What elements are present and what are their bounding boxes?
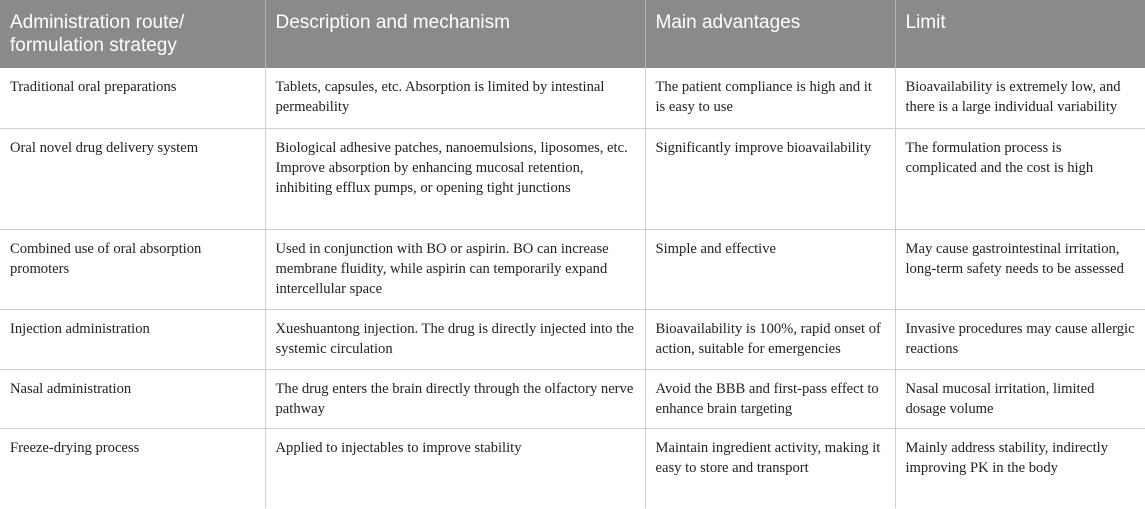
cell-limit: Invasive procedures may cause allergic reactions xyxy=(895,309,1145,369)
cell-description: Tablets, capsules, etc. Absorption is limited by intestinal permeability xyxy=(265,68,645,128)
cell-limit: Nasal mucosal irritation, limited dosage volume xyxy=(895,369,1145,428)
cell-advantages: Avoid the BBB and first-pass effect to enhance brain targeting xyxy=(645,369,895,428)
cell-description: Xueshuantong injection. The drug is directly injected into the systemic circulation xyxy=(265,309,645,369)
cell-route: Combined use of oral absorption promoters xyxy=(0,229,265,309)
cell-description: The drug enters the brain directly through the olfactory nerve pathway xyxy=(265,369,645,428)
table-header xyxy=(0,0,1145,68)
cell-route: Injection administration xyxy=(0,309,265,369)
table-body xyxy=(0,68,1145,508)
cell-route: Oral novel drug delivery system xyxy=(0,128,265,229)
cell-advantages: Significantly improve bioavailability xyxy=(645,128,895,229)
header-row xyxy=(0,0,1145,68)
header-advantages: Main advantages xyxy=(645,0,895,68)
cell-advantages: The patient compliance is high and it is easy to use xyxy=(645,68,895,128)
cell-description: Used in conjunction with BO or aspirin. BO can increase membrane fluidity, while aspirin can temporarily expand intercellular space xyxy=(265,229,645,309)
cell-description: Biological adhesive patches, nanoemulsions, liposomes, etc. Improve absorption by enhancing mucosal retention, inhibiting efflux pumps, or opening tight junctions xyxy=(265,128,645,229)
cell-limit: The formulation process is complicated and the cost is high xyxy=(895,128,1145,229)
table-row xyxy=(0,68,1145,128)
cell-advantages: Bioavailability is 100%, rapid onset of action, suitable for emergencies xyxy=(645,309,895,369)
cell-advantages: Simple and effective xyxy=(645,229,895,309)
cell-limit: May cause gastrointestinal irritation, long-term safety needs to be assessed xyxy=(895,229,1145,309)
table-row xyxy=(0,428,1145,508)
header-route: Administration route/ formulation strategy xyxy=(0,0,265,68)
table-row xyxy=(0,229,1145,309)
cell-route: Freeze-drying process xyxy=(10,439,140,456)
cell-advantages: Maintain ingredient activity, making it easy to store and transport xyxy=(645,428,895,508)
cell-limit: Bioavailability is extremely low, and there is a large individual variability xyxy=(895,68,1145,128)
table-row xyxy=(0,309,1145,369)
table-row xyxy=(0,128,1145,229)
header-description: Description and mechanism xyxy=(265,0,645,68)
header-limit: Limit xyxy=(895,0,1145,68)
cell-description: Applied to injectables to improve stability xyxy=(265,428,645,508)
table-row xyxy=(0,369,1145,428)
cell-limit: Mainly address stability, indirectly improving PK in the body xyxy=(895,428,1145,508)
cell-route: Traditional oral preparations xyxy=(0,68,265,128)
cell-route: Nasal administration xyxy=(0,369,265,428)
